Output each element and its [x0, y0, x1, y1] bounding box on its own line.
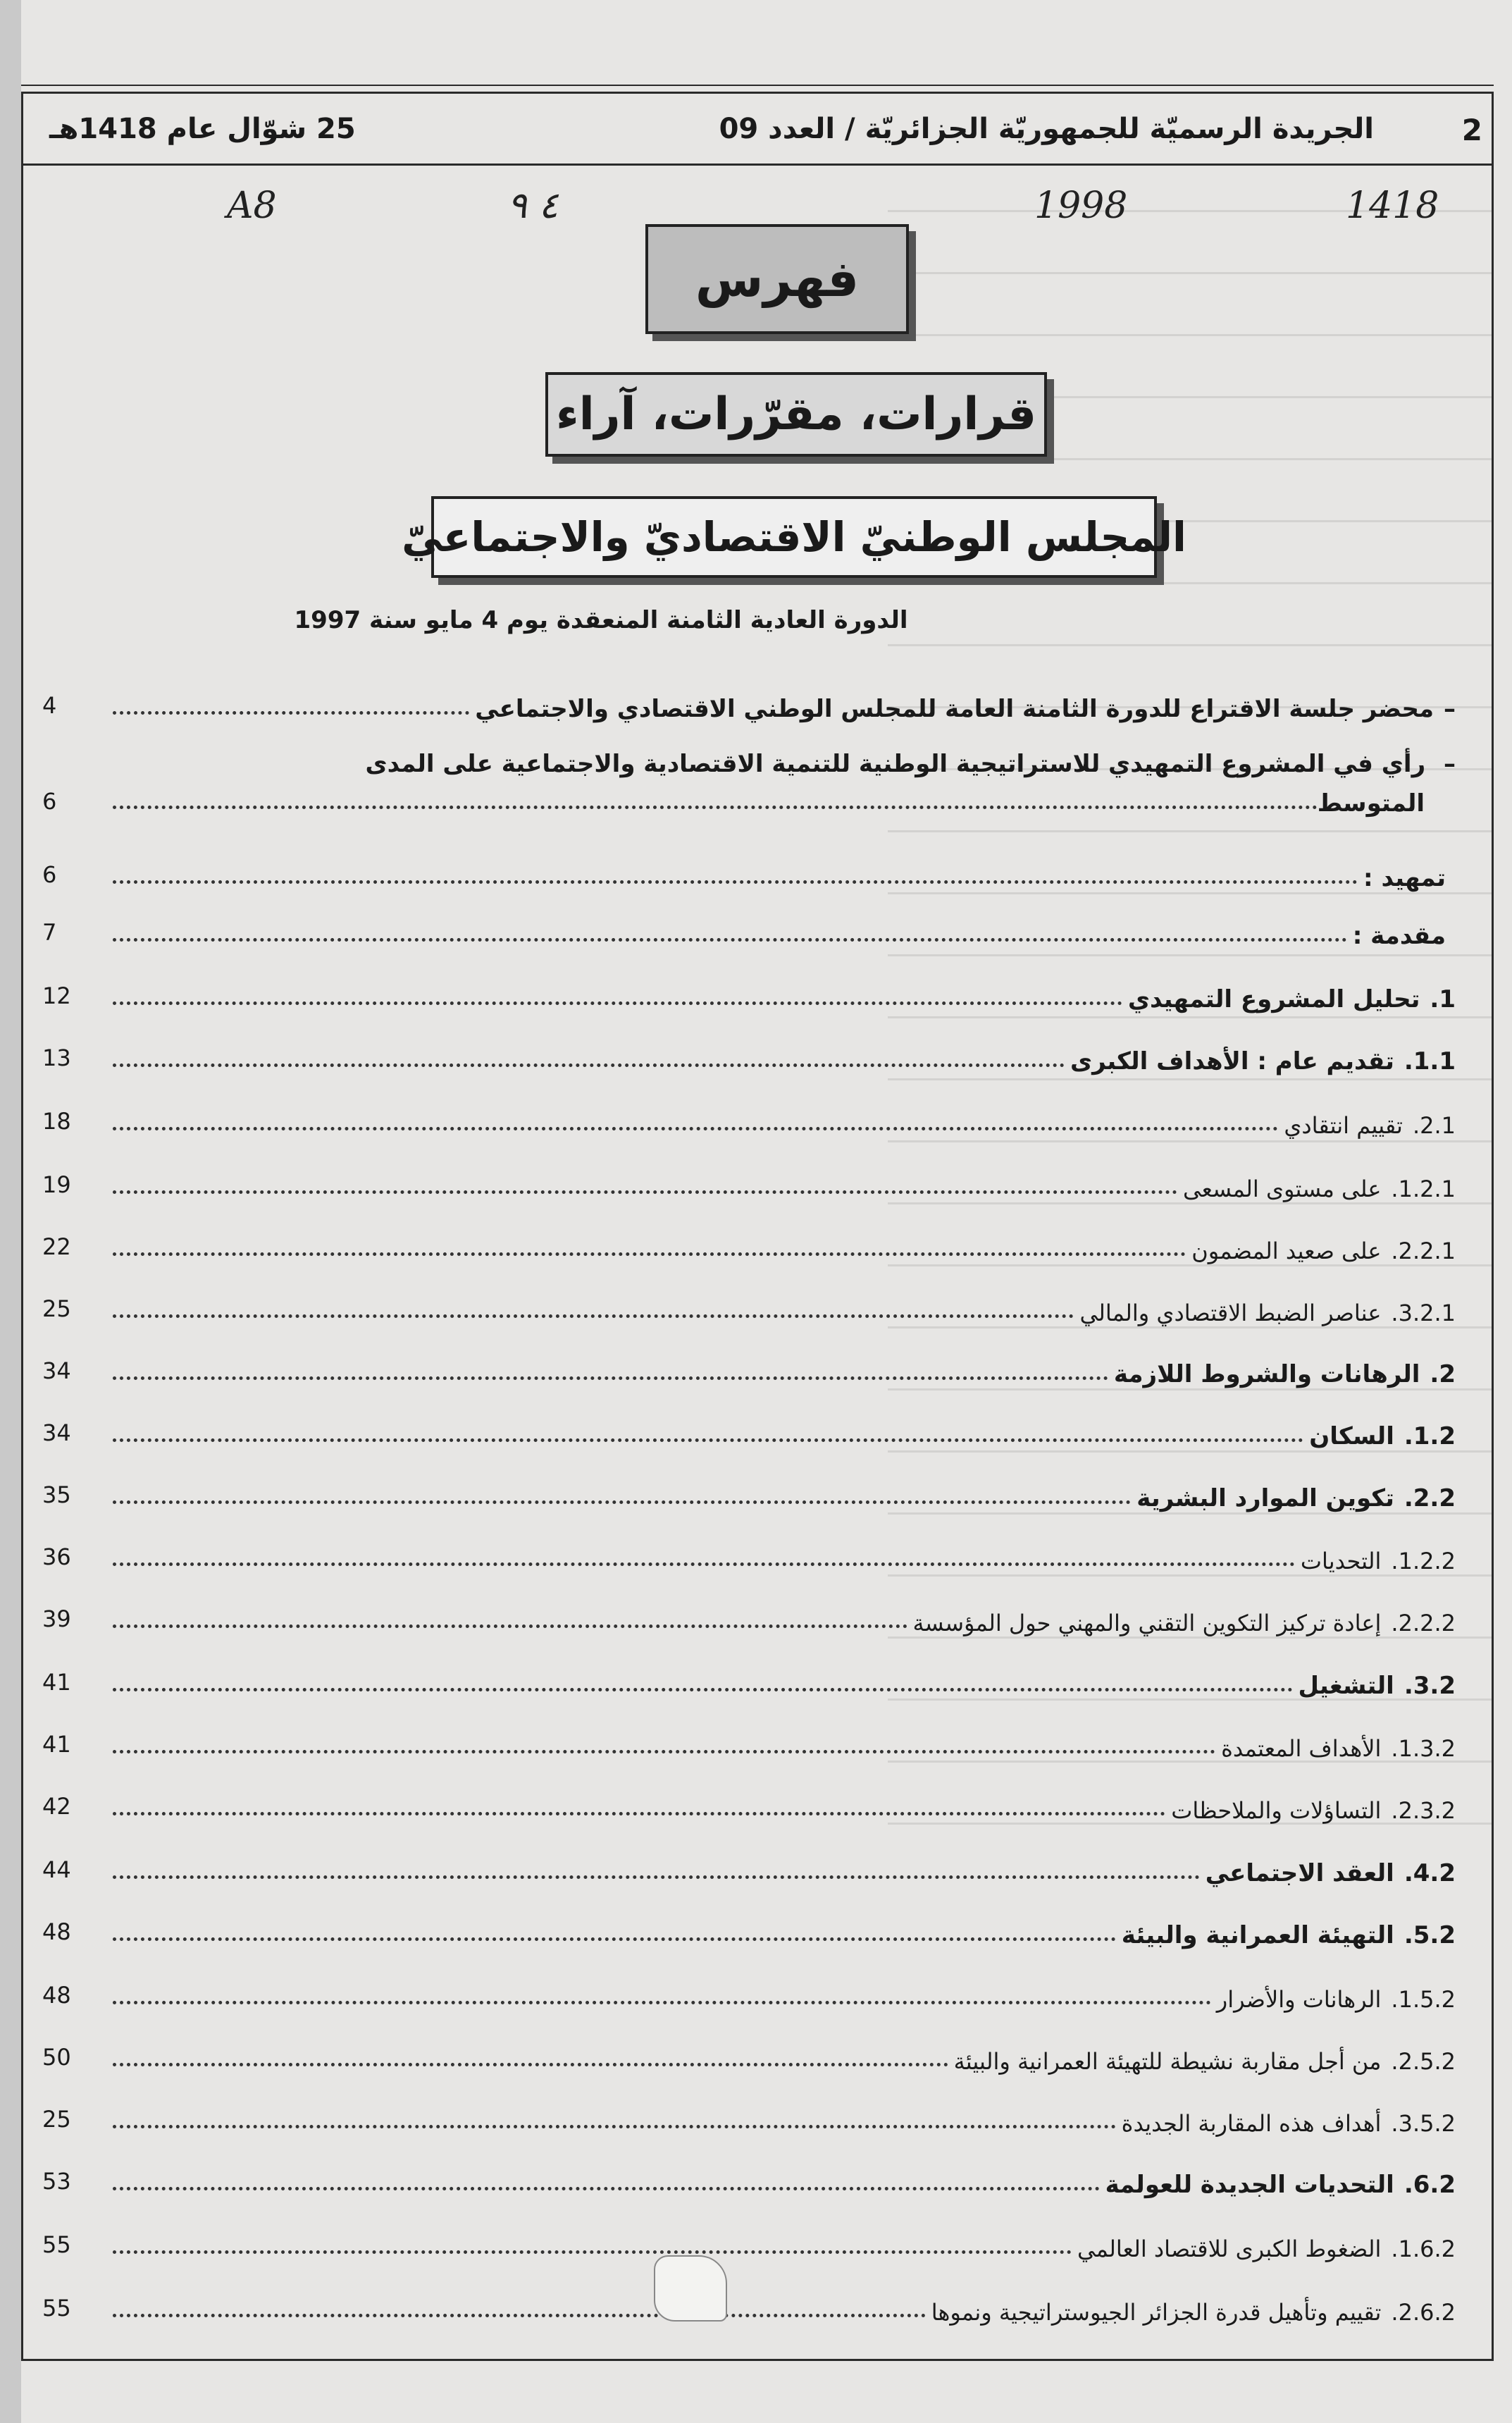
toc-entry: [113, 971, 1456, 1013]
toc-entry: [113, 1160, 1456, 1202]
toc-leader: [113, 1127, 1278, 1130]
toc-entry: [113, 1971, 1456, 2013]
toc-label: العقد الاجتماعي: [1205, 1859, 1394, 1887]
toc-label-line2: المتوسط: [1317, 789, 1425, 818]
gazette-title: الجريدة الرسميّة للجمهوريّة الجزائريّة / العدد 09: [719, 113, 1374, 145]
toc-section-number: 1.3.2.: [1391, 1735, 1456, 1762]
index-title: فهرس: [695, 250, 860, 308]
toc-section-number: 3.2.1.: [1391, 1300, 1456, 1326]
toc-dash: –: [1444, 695, 1456, 723]
toc-section-number: 5.2.: [1403, 1921, 1456, 1949]
toc-leader: [113, 1500, 1131, 1504]
toc-page-number: 22: [42, 1233, 71, 1260]
toc-page-number: 42: [42, 1793, 71, 1820]
toc-section-number: 2.2.: [1403, 1484, 1456, 1512]
toc-leader: [113, 2250, 1072, 2254]
toc-label: الضغوط الكبرى للاقتصاد العالمي: [1077, 2236, 1382, 2262]
toc-page-number: 34: [42, 1419, 71, 1446]
toc-entry: [113, 1594, 1456, 1636]
toc-section-number: 2.2.2.: [1391, 1610, 1456, 1636]
toc-page-number: 7: [42, 919, 57, 946]
torn-paper-patch: [654, 2255, 727, 2322]
toc-section-number: 2.: [1430, 1360, 1456, 1388]
toc-leader: [113, 2187, 1100, 2190]
toc-page-number: 41: [42, 1731, 71, 1758]
toc-page-number: 6: [42, 861, 57, 888]
handwritten-note-year: 1998: [1034, 185, 1128, 227]
toc-leader: [113, 1063, 1065, 1067]
toc-page-number: 48: [42, 1982, 71, 2009]
toc-entry-minutes: [113, 681, 1456, 723]
toc-page-number: 34: [42, 1357, 71, 1384]
index-title-box: [645, 224, 909, 334]
toc-section-number: 2.2.1.: [1391, 1238, 1456, 1264]
toc-page-number: 36: [42, 1543, 71, 1570]
toc-leader: [113, 2001, 1211, 2004]
toc-page-number: 41: [42, 1669, 71, 1696]
toc-label: أهداف هذه المقاربة الجديدة: [1121, 2110, 1382, 2137]
toc-label: على صعيد المضمون: [1191, 1238, 1382, 1264]
toc-leader: [113, 806, 1318, 809]
toc-label: تكوين الموارد البشرية: [1136, 1484, 1394, 1512]
toc-label: تقييم انتقادي: [1284, 1112, 1403, 1139]
toc-label: السكان: [1309, 1422, 1394, 1450]
toc-section-number: 1.2.2.: [1391, 1548, 1456, 1574]
toc-section-number: 2.5.2.: [1391, 2048, 1456, 2075]
header-date: 25 شوّال عام 1418هـ: [49, 113, 356, 145]
toc-section-number: 1.: [1430, 985, 1456, 1013]
toc-label: عناصر الضبط الاقتصادي والمالي: [1079, 1300, 1382, 1326]
toc-section-number: 1.6.2.: [1391, 2236, 1456, 2262]
toc-label: محضر جلسة الاقتراع للدورة الثامنة العامة للمجلس الوطني الاقتصادي والاجتماعي: [475, 695, 1434, 723]
toc-label: التحديات الجديدة للعولمة: [1105, 2171, 1394, 2199]
toc-page-number: 53: [42, 2168, 71, 2195]
toc-entry: [113, 1097, 1456, 1139]
toc-entry: [113, 1532, 1456, 1574]
toc-page-number: 4: [42, 692, 57, 719]
toc-section-number: 3.2.: [1403, 1672, 1456, 1700]
toc-leader: [113, 1190, 1177, 1194]
handwritten-note-left: A8: [227, 185, 277, 227]
toc-section-number: 6.2.: [1403, 2171, 1456, 2199]
council-title-box: [402, 496, 1186, 578]
toc-page-number: 35: [42, 1481, 71, 1508]
toc-entry: [113, 1658, 1456, 1700]
running-header: [28, 106, 1494, 155]
toc-page-number: 18: [42, 1108, 71, 1135]
toc-page-number: 50: [42, 2044, 71, 2071]
toc-page-number: 55: [42, 2231, 71, 2258]
toc-page-number: 6: [42, 788, 57, 815]
toc-section-number: 2.6.2.: [1391, 2299, 1456, 2326]
toc-page-number: 55: [42, 2295, 71, 2322]
toc-label: الرهانات والأضرار: [1216, 1986, 1382, 2013]
toc-page-number: 13: [42, 1044, 71, 1071]
toc-entry: [113, 2157, 1456, 2199]
toc-entry: [113, 1033, 1456, 1075]
toc-section-number: 1.2.: [1403, 1422, 1456, 1450]
toc-section-number: 4.2.: [1403, 1859, 1456, 1887]
toc-leader: [113, 1438, 1303, 1442]
toc-label: التشغيل: [1298, 1672, 1394, 1700]
toc-label: التحديات: [1300, 1548, 1382, 1574]
toc-section-number: 2.1.: [1412, 1112, 1456, 1139]
toc-leader: [113, 1750, 1215, 1753]
toc-label: تمهيد :: [1363, 864, 1446, 892]
toc-section-number: 2.3.2.: [1391, 1797, 1456, 1824]
toc-section-number: 1.1.: [1403, 1047, 1456, 1075]
toc-leader: [113, 1937, 1116, 1941]
toc-entry-opinion: [113, 750, 1456, 818]
toc-entry: [113, 1346, 1456, 1388]
toc-entry: [113, 1720, 1456, 1762]
toc-leader: [113, 1252, 1186, 1256]
page-edge-strip: [0, 0, 23, 2423]
toc-entry: [113, 1222, 1456, 1264]
toc-leader: [113, 2125, 1116, 2128]
toc-entry: [113, 1845, 1456, 1887]
page-number: 2: [1461, 113, 1482, 147]
toc-label: الأهداف المعتمدة: [1221, 1735, 1382, 1762]
toc-entry: [113, 1408, 1456, 1450]
toc-label: تقديم عام : الأهداف الكبرى: [1070, 1047, 1394, 1075]
handwritten-note-center: ٤ ٩: [507, 185, 559, 227]
toc-section-number: 1.2.1.: [1391, 1176, 1456, 1202]
toc-entry: [113, 2095, 1456, 2137]
toc-label: تقييم وتأهيل قدرة الجزائر الجيوستراتيجية ونموها: [931, 2299, 1382, 2326]
toc-page-number: 19: [42, 1171, 71, 1198]
toc-page-number: 44: [42, 1856, 71, 1883]
session-subtitle: الدورة العادية الثامنة المنعقدة يوم 4 مايو سنة 1997: [294, 606, 908, 634]
toc-leader: [113, 938, 1347, 942]
toc-leader: [113, 711, 469, 715]
toc-section-number: 3.5.2.: [1391, 2110, 1456, 2137]
toc-page-number: 39: [42, 1605, 71, 1632]
toc-entry: [113, 1470, 1456, 1512]
frame-top-rule: [21, 85, 1494, 86]
toc-entry: [113, 850, 1456, 892]
toc-leader: [113, 1376, 1108, 1380]
toc-label: الرهانات والشروط اللازمة: [1113, 1360, 1420, 1388]
toc-entry: [113, 2220, 1456, 2262]
toc-leader: [113, 1314, 1074, 1318]
section-title-box: [545, 372, 1047, 457]
toc-entry: [113, 1907, 1456, 1949]
toc-label: التهيئة العمرانية والبيئة: [1121, 1921, 1394, 1949]
toc-leader: [113, 880, 1358, 884]
toc-label: من أجل مقاربة نشيطة للتهيئة العمرانية والبيئة: [953, 2048, 1382, 2075]
toc-label: تحليل المشروع التمهيدي: [1127, 985, 1420, 1013]
toc-entry: [113, 1782, 1456, 1824]
toc-leader: [113, 1001, 1122, 1005]
toc-section-number: 1.5.2.: [1391, 1986, 1456, 2013]
toc-leader: [113, 1812, 1165, 1815]
toc-leader: [113, 1624, 907, 1628]
council-title: المجلس الوطنيّ الاقتصاديّ والاجتماعيّ: [402, 513, 1186, 561]
handwritten-note-hijri: 1418: [1346, 185, 1439, 227]
toc-label: مقدمة :: [1352, 922, 1446, 950]
toc-entry: [113, 1284, 1456, 1326]
toc-leader: [113, 1688, 1293, 1691]
toc-label-line1: رأي في المشروع التمهيدي للاستراتيجية الوطنية للتنمية الاقتصادية والاجتماعية على المدى: [365, 750, 1426, 778]
toc-page-number: 25: [42, 1295, 71, 1322]
toc-entry: [113, 908, 1456, 950]
header-rule: [21, 164, 1494, 166]
toc-entry: [113, 2283, 1456, 2326]
toc-leader: [113, 1562, 1295, 1566]
toc-label: إعادة تركيز التكوين التقني والمهني حول المؤسسة: [912, 1610, 1382, 1636]
toc-page-number: 12: [42, 982, 71, 1009]
toc-page-number: 25: [42, 2106, 71, 2133]
toc-leader: [113, 2314, 926, 2317]
toc-leader: [113, 1875, 1200, 1879]
toc-page-number: 48: [42, 1918, 71, 1945]
toc-label: التساؤلات والملاحظات: [1171, 1797, 1382, 1824]
section-title: قرارات، مقرّرات، آراء: [556, 388, 1036, 440]
toc-leader: [113, 2063, 948, 2066]
toc-label: على مستوى المسعى: [1182, 1176, 1382, 1202]
toc-entry: [113, 2033, 1456, 2075]
toc-dash: –: [1444, 750, 1456, 778]
